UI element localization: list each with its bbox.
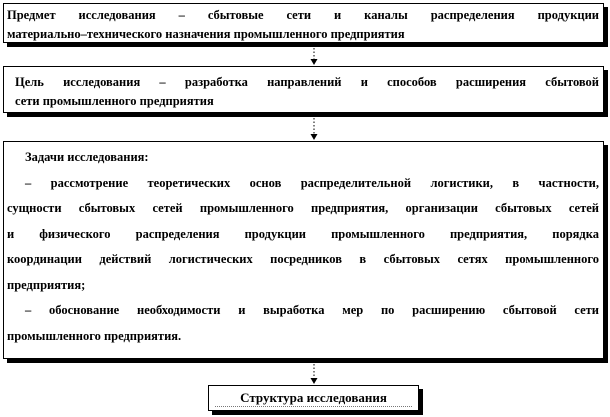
subject-text-line-2: материально–технического назначения промышленного предприятия (7, 27, 405, 41)
tasks-text-line: сущности сбытовых сетей промышленного предприятия, организации сбытовых сетей (7, 201, 599, 215)
arrow-goal-to-tasks (311, 118, 318, 140)
goal-box (3, 66, 604, 113)
structure-label: Структура исследования (215, 389, 412, 407)
arrow-subject-to-goal (311, 48, 318, 65)
subject-text-line-1: Предмет исследования – сбытовые сети и каналы распределения продукции (7, 8, 599, 22)
goal-text-line-2: сети промышленного предприятия (15, 94, 214, 108)
tasks-text-line: промышленного предприятия. (7, 328, 182, 343)
tasks-text-line: – обоснование необходимости и выработка мер по расширению сбытовой сети (25, 303, 599, 317)
subject-box (3, 3, 604, 43)
tasks-heading: Задачи исследования: (25, 150, 149, 164)
tasks-text-line: – рассмотрение теоретических основ распределительной логистики, в частности, (25, 175, 599, 190)
arrow-tasks-to-structure (311, 364, 318, 384)
tasks-box (3, 141, 604, 359)
tasks-text-line: координации действий логистических посредников в сбытовых сетях промышленного (7, 252, 599, 266)
structure-box (208, 385, 419, 411)
goal-text-line-1: Цель исследования – разработка направлений и способов расширения сбытовой (15, 75, 599, 89)
tasks-text-line: предприятия; (7, 277, 86, 292)
tasks-text-line: и физического распределения продукции промышленного предприятия, порядка (7, 226, 599, 241)
